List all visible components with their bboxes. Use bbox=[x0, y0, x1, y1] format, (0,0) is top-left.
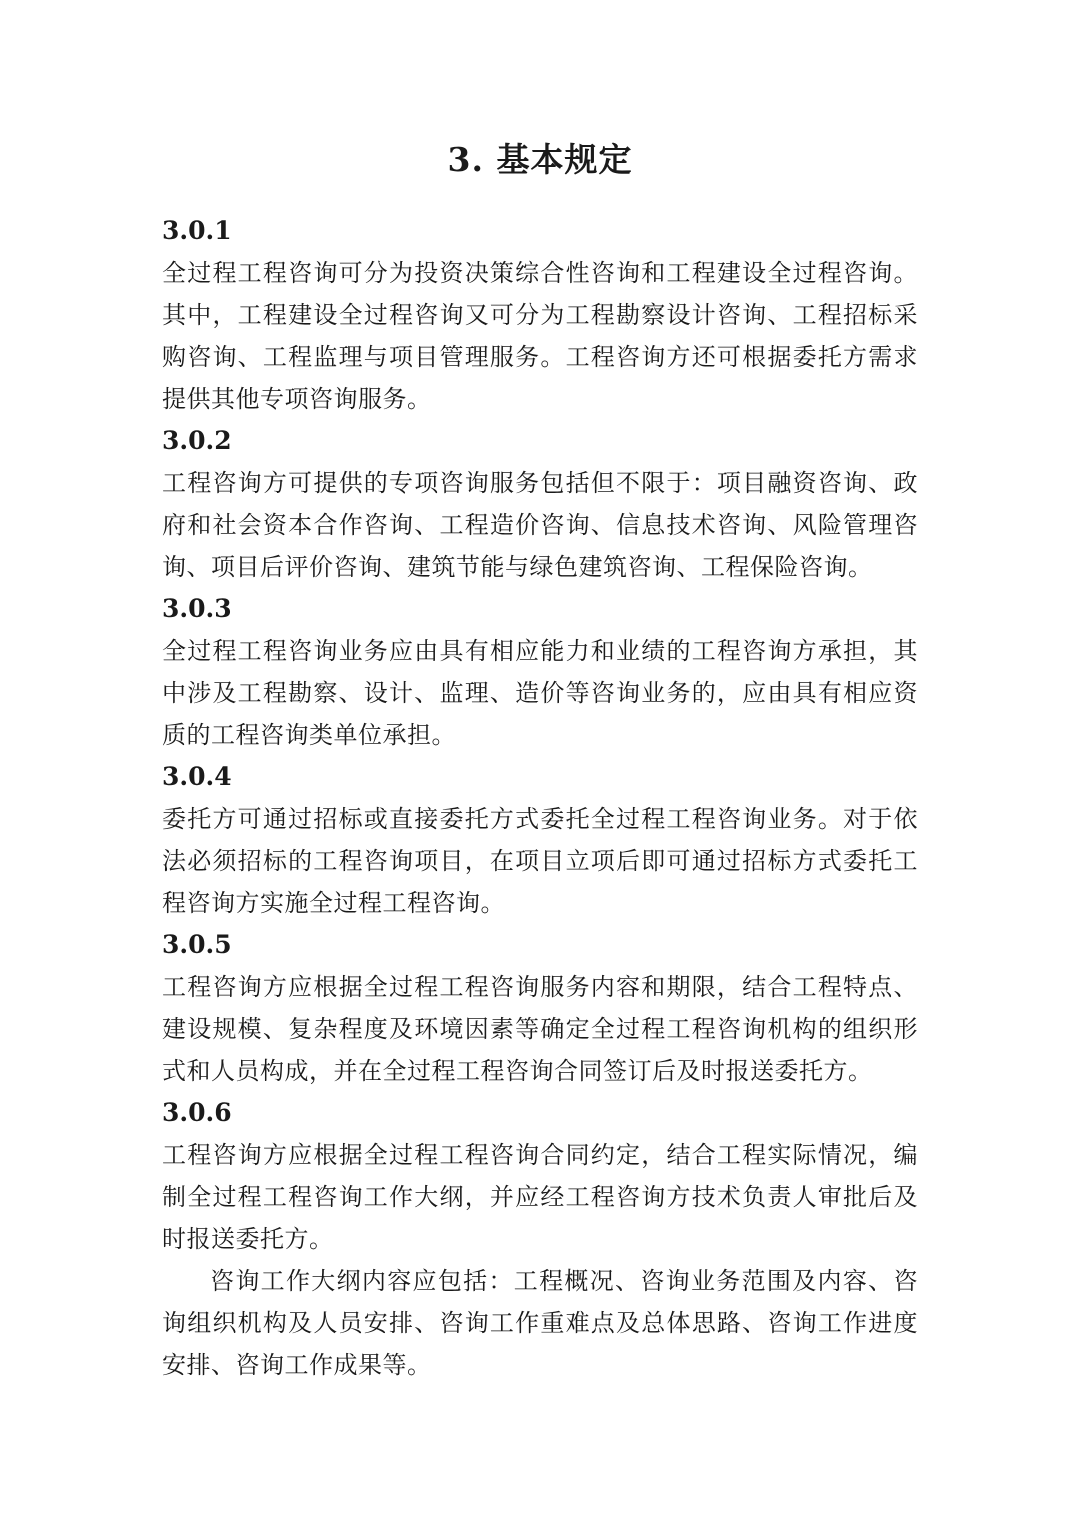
section-3-0-6 bbox=[162, 1092, 918, 1386]
page-title: 3. 基本规定 bbox=[447, 140, 633, 179]
section-number: 3.0.4 bbox=[162, 762, 232, 791]
section-paragraph: 工程咨询方应根据全过程工程咨询服务内容和期限，结合工程特点、建设规模、复杂程度及环境因素等确定全过程工程咨询机构的组织形式和人员构成，并在全过程工程咨询合同签订后及时报送委托方。 bbox=[162, 973, 918, 1085]
section-paragraph: 工程咨询方应根据全过程工程咨询合同约定，结合工程实际情况，编制全过程工程咨询工作大纲，并应经工程咨询方技术负责人审批后及时报送委托方。 bbox=[162, 1141, 918, 1253]
section-paragraph: 全过程工程咨询业务应由具有相应能力和业绩的工程咨询方承担，其中涉及工程勘察、设计、监理、造价等咨询业务的，应由具有相应资质的工程咨询类单位承担。 bbox=[162, 637, 918, 749]
section-paragraph: 全过程工程咨询可分为投资决策综合性咨询和工程建设全过程咨询。其中，工程建设全过程咨询又可分为工程勘察设计咨询、工程招标采购咨询、工程监理与项目管理服务。工程咨询方还可根据委托方需求提供其他专项咨询服务。 bbox=[162, 259, 918, 413]
section-3-0-2 bbox=[162, 420, 918, 588]
section-number: 3.0.3 bbox=[162, 594, 232, 623]
section-number: 3.0.2 bbox=[162, 426, 232, 455]
section-3-0-4 bbox=[162, 756, 918, 924]
section-paragraph: 咨询工作大纲内容应包括：工程概况、咨询业务范围及内容、咨询组织机构及人员安排、咨询工作重难点及总体思路、咨询工作进度安排、咨询工作成果等。 bbox=[162, 1267, 918, 1379]
section-number: 3.0.6 bbox=[162, 1098, 232, 1127]
section-number: 3.0.1 bbox=[162, 216, 232, 245]
section-number: 3.0.5 bbox=[162, 930, 232, 959]
section-paragraph: 委托方可通过招标或直接委托方式委托全过程工程咨询业务。对于依法必须招标的工程咨询项目，在项目立项后即可通过招标方式委托工程咨询方实施全过程工程咨询。 bbox=[162, 805, 918, 917]
section-3-0-5 bbox=[162, 924, 918, 1092]
section-3-0-3 bbox=[162, 588, 918, 756]
section-3-0-1 bbox=[162, 210, 918, 420]
section-paragraph: 工程咨询方可提供的专项咨询服务包括但不限于：项目融资咨询、政府和社会资本合作咨询、工程造价咨询、信息技术咨询、风险管理咨询、项目后评价咨询、建筑节能与绿色建筑咨询、工程保险咨询。 bbox=[162, 469, 918, 581]
